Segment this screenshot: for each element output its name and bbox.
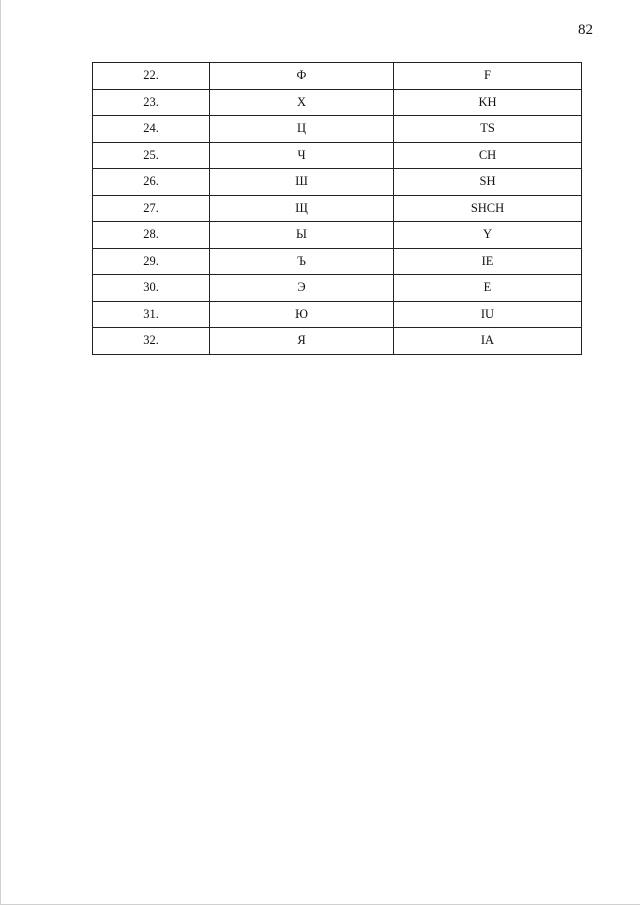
latin-transliteration-cell: F bbox=[394, 63, 582, 90]
row-number-cell: 30. bbox=[93, 275, 210, 302]
cyrillic-letter-cell: Ю bbox=[210, 301, 394, 328]
transliteration-table bbox=[92, 62, 582, 355]
cyrillic-letter-cell: Х bbox=[210, 89, 394, 116]
row-number-cell: 23. bbox=[93, 89, 210, 116]
latin-transliteration-cell: SHCH bbox=[394, 195, 582, 222]
table-row bbox=[93, 195, 582, 222]
latin-transliteration-cell: IE bbox=[394, 248, 582, 275]
table-row bbox=[93, 328, 582, 355]
row-number-cell: 31. bbox=[93, 301, 210, 328]
cyrillic-letter-cell: Щ bbox=[210, 195, 394, 222]
scan-left-edge bbox=[0, 0, 1, 905]
table-row bbox=[93, 116, 582, 143]
cyrillic-letter-cell: Ф bbox=[210, 63, 394, 90]
row-number-cell: 25. bbox=[93, 142, 210, 169]
table-body bbox=[93, 63, 582, 355]
table-row bbox=[93, 248, 582, 275]
cyrillic-letter-cell: Ъ bbox=[210, 248, 394, 275]
page-number: 82 bbox=[578, 22, 593, 38]
latin-transliteration-cell: CH bbox=[394, 142, 582, 169]
latin-transliteration-cell: Y bbox=[394, 222, 582, 249]
table-row bbox=[93, 89, 582, 116]
cyrillic-letter-cell: Э bbox=[210, 275, 394, 302]
table-row bbox=[93, 301, 582, 328]
row-number-cell: 29. bbox=[93, 248, 210, 275]
latin-transliteration-cell: IA bbox=[394, 328, 582, 355]
latin-transliteration-cell: TS bbox=[394, 116, 582, 143]
latin-transliteration-cell: E bbox=[394, 275, 582, 302]
latin-transliteration-cell: KH bbox=[394, 89, 582, 116]
cyrillic-letter-cell: Ц bbox=[210, 116, 394, 143]
row-number-cell: 22. bbox=[93, 63, 210, 90]
row-number-cell: 26. bbox=[93, 169, 210, 196]
row-number-cell: 24. bbox=[93, 116, 210, 143]
cyrillic-letter-cell: Я bbox=[210, 328, 394, 355]
row-number-cell: 27. bbox=[93, 195, 210, 222]
table-row bbox=[93, 275, 582, 302]
cyrillic-letter-cell: Ч bbox=[210, 142, 394, 169]
table-row bbox=[93, 222, 582, 249]
cyrillic-letter-cell: Ы bbox=[210, 222, 394, 249]
table-row bbox=[93, 169, 582, 196]
latin-transliteration-cell: IU bbox=[394, 301, 582, 328]
table-row bbox=[93, 142, 582, 169]
row-number-cell: 32. bbox=[93, 328, 210, 355]
table-row bbox=[93, 63, 582, 90]
cyrillic-letter-cell: Ш bbox=[210, 169, 394, 196]
row-number-cell: 28. bbox=[93, 222, 210, 249]
latin-transliteration-cell: SH bbox=[394, 169, 582, 196]
